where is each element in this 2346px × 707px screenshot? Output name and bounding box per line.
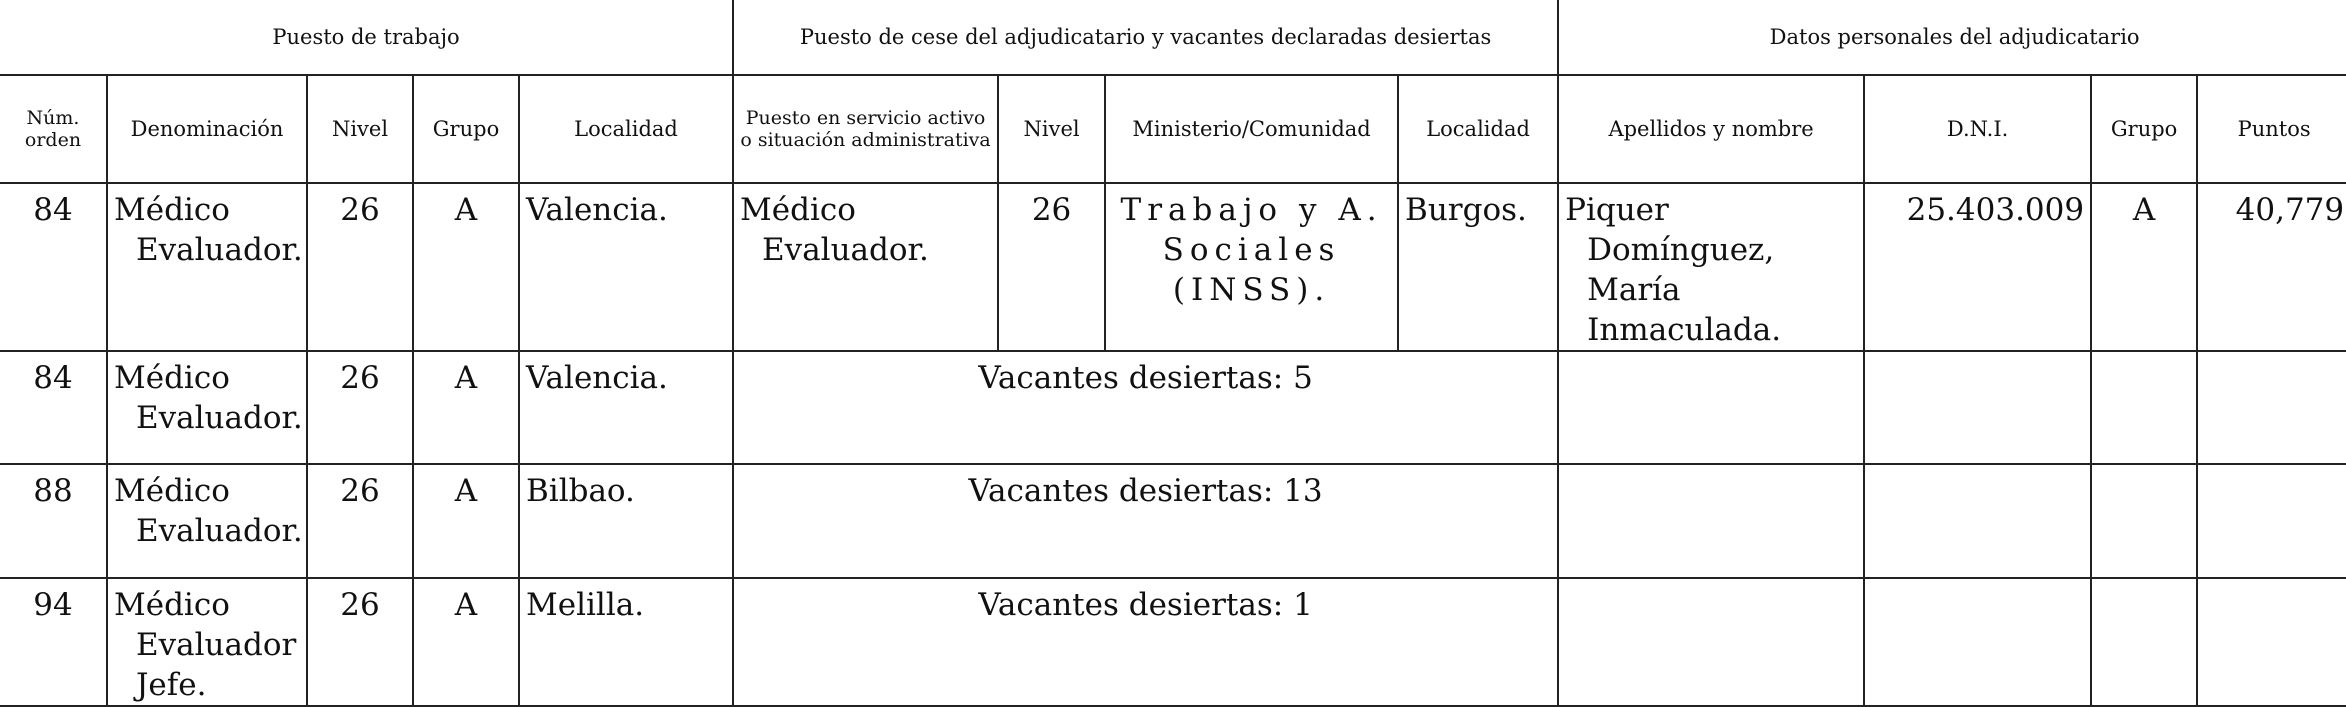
cell-dni [1864,351,2091,464]
cell-dni [1864,464,2091,578]
cell-apellidos-nombre [1558,464,1864,578]
cell-puesto-cese-text: Médico Evaluador. [740,192,929,268]
cell-orden: 94 [0,578,107,706]
table-row [0,351,2346,464]
cell-denominacion [107,464,307,578]
col-header-grupo: Grupo [413,75,519,183]
cell-grupo-adj [2091,578,2197,706]
cell-grupo: A [413,464,519,578]
cell-dni [1864,578,2091,706]
cell-puntos [2197,464,2346,578]
cell-denominacion-text: Médico Evaluador. [114,473,303,549]
cell-nivel-cese: 26 [998,183,1105,351]
cell-grupo-adj [2091,464,2197,578]
cell-puntos: 40,779 [2197,183,2346,351]
group-header-puesto-trabajo: Puesto de trabajo [0,0,733,75]
cell-vacantes-desiertas: Vacantes desiertas: 1 [733,578,1558,706]
col-header-puesto-servicio: Puesto en servicio activo o situación administrativa [733,75,998,183]
col-header-nivel: Nivel [307,75,413,183]
cell-denominacion [107,578,307,706]
col-header-num-orden: Núm. orden [0,75,107,183]
cell-denominacion-text: Médico Evaluador. [114,192,303,268]
col-header-localidad: Localidad [519,75,733,183]
cell-apellidos-nombre [1558,351,1864,464]
cell-grupo: A [413,183,519,351]
group-header-datos-personales: Datos personales del adjudicatario [1558,0,2346,75]
cell-grupo: A [413,351,519,464]
cell-vacantes-desiertas: Vacantes desiertas: 13 [733,464,1558,578]
cell-apellidos-nombre [1558,183,1864,351]
cell-vacantes-desiertas: Vacantes desiertas: 5 [733,351,1558,464]
cell-nivel: 26 [307,351,413,464]
header-column-row [0,75,2346,183]
col-header-nivel-cese: Nivel [998,75,1105,183]
cell-puesto-cese [733,183,998,351]
table-row [0,464,2346,578]
table-row [0,183,2346,351]
header-group-row [0,0,2346,75]
cell-localidad: Melilla. [519,578,733,706]
col-header-dni: D.N.I. [1864,75,2091,183]
table-row [0,578,2346,706]
cell-nivel: 26 [307,464,413,578]
cell-apellidos-nombre-text: Piquer Domínguez, María Inmaculada. [1565,192,1782,348]
col-header-grupo-adj: Grupo [2091,75,2197,183]
cell-denominacion [107,351,307,464]
cell-nivel: 26 [307,578,413,706]
col-header-localidad-cese: Localidad [1398,75,1558,183]
cell-nivel: 26 [307,183,413,351]
cell-grupo-adj: A [2091,183,2197,351]
cell-orden: 84 [0,183,107,351]
cell-localidad-cese: Burgos. [1398,183,1558,351]
cell-ministerio [1105,183,1398,351]
cell-orden: 84 [0,351,107,464]
cell-grupo: A [413,578,519,706]
cell-puntos [2197,351,2346,464]
cell-localidad: Bilbao. [519,464,733,578]
cell-apellidos-nombre [1558,578,1864,706]
cell-localidad: Valencia. [519,351,733,464]
cell-orden: 88 [0,464,107,578]
cell-denominacion [107,183,307,351]
cell-dni: 25.403.009 [1864,183,2091,351]
cell-puntos [2197,578,2346,706]
cell-grupo-adj [2091,351,2197,464]
cell-localidad: Valencia. [519,183,733,351]
group-header-puesto-cese: Puesto de cese del adjudicatario y vacantes declaradas desiertas [733,0,1558,75]
col-header-denominacion: Denominación [107,75,307,183]
col-header-puntos: Puntos [2197,75,2346,183]
col-header-ministerio: Ministerio/Comunidad [1105,75,1398,183]
cell-ministerio-text: Trabajo y A. Sociales (INSS). [1120,192,1383,308]
cell-denominacion-text: Médico Evaluador. [114,360,303,436]
cell-denominacion-text: Médico Evaluador Jefe. [114,587,297,703]
col-header-apellidos-nombre: Apellidos y nombre [1558,75,1864,183]
